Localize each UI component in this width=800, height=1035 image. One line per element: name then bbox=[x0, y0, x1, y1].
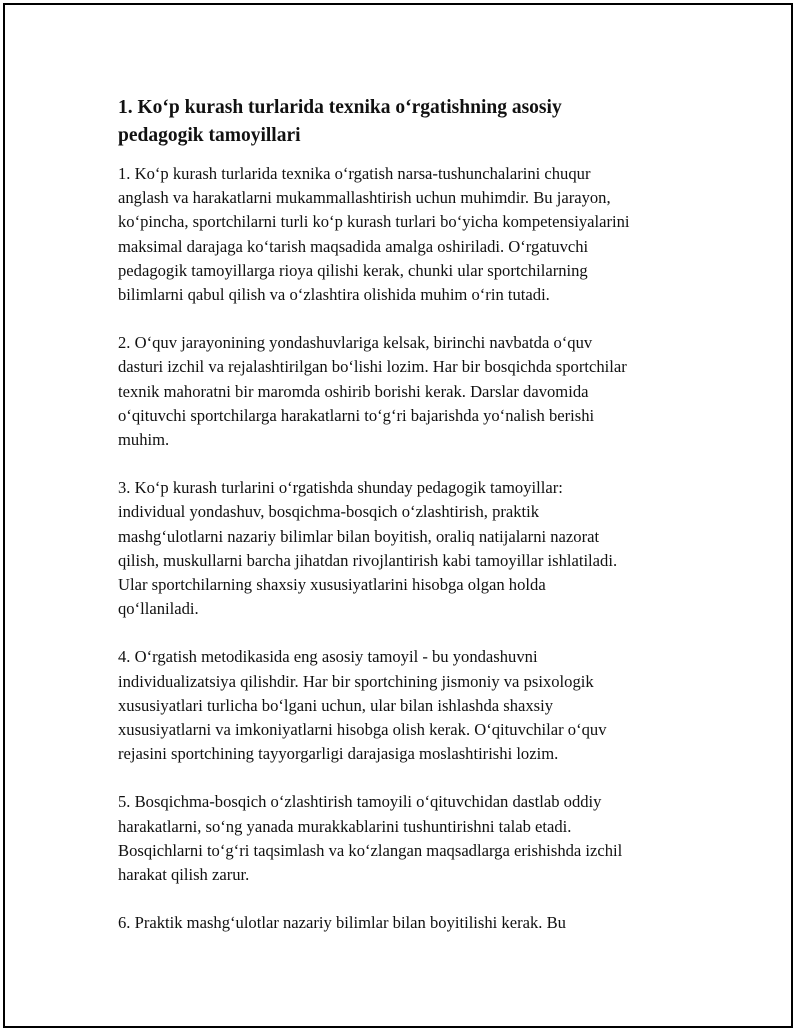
paragraph-line: anglash va harakatlarni mukammallashtirish uchun muhimdir. Bu jarayon, bbox=[118, 188, 611, 208]
paragraph-line: bilimlarni qabul qilish va o‘zlashtira olishida muhim o‘rin tutadi. bbox=[118, 285, 550, 305]
paragraph bbox=[118, 790, 698, 887]
document-body bbox=[118, 94, 698, 959]
paragraph-line: 2. O‘quv jarayonining yondashuvlariga kelsak, birinchi navbatda o‘quv bbox=[118, 333, 593, 353]
paragraph bbox=[118, 162, 698, 307]
paragraph-line: qilish, muskullarni barcha jihatdan rivojlantirish kabi tamoyillar ishlatiladi. bbox=[118, 550, 618, 570]
paragraph-line: mashg‘ulotlarni nazariy bilimlar bilan boyitish, oraliq natijalarni nazorat bbox=[118, 526, 600, 546]
paragraph-line: ko‘pincha, sportchilarni turli ko‘p kurash turlari bo‘yicha kompetensiyalarini bbox=[118, 212, 630, 232]
paragraph-line: Ular sportchilarning shaxsiy xususiyatlarini hisobga olgan holda bbox=[118, 575, 546, 595]
paragraph-line: o‘qituvchi sportchilarga harakatlarni to‘g‘ri bajarishda yo‘nalish berishi bbox=[118, 405, 595, 425]
heading-line: 1. Ko‘p kurash turlarida texnika o‘rgatishning asosiy bbox=[118, 97, 562, 118]
paragraph bbox=[118, 645, 698, 766]
paragraph-line: individualizatsiya qilishdir. Har bir sportchining jismoniy va psixologik bbox=[118, 671, 594, 691]
paragraph bbox=[118, 476, 698, 621]
paragraph-line: Bosqichlarni to‘g‘ri taqsimlash va ko‘zlangan maqsadlarga erishishda izchil bbox=[118, 840, 623, 860]
paragraph-line: xususiyatlari turlicha bo‘lgani uchun, ular bilan ishlashda shaxsiy bbox=[118, 695, 554, 715]
paragraph-line: 1. Ko‘p kurash turlarida texnika o‘rgatish narsa-tushunchalarini chuqur bbox=[118, 164, 591, 183]
paragraph-line: maksimal darajaga ko‘tarish maqsadida amalga oshiriladi. O‘rgatuvchi bbox=[118, 236, 589, 256]
paragraph-line: 3. Ko‘p kurash turlarini o‘rgatishda shunday pedagogik tamoyillar: bbox=[118, 478, 563, 498]
paragraph-line: harakat qilish zarur. bbox=[118, 865, 250, 885]
paragraph-line: pedagogik tamoyillarga rioya qilishi kerak, chunki ular sportchilarning bbox=[118, 260, 588, 280]
document-heading bbox=[118, 94, 698, 150]
paragraph-line: 5. Bosqichma-bosqich o‘zlashtirish tamoyili o‘qituvchidan dastlab oddiy bbox=[118, 792, 602, 812]
paragraph bbox=[118, 911, 698, 935]
heading-line: pedagogik tamoyillari bbox=[118, 125, 301, 146]
paragraph bbox=[118, 331, 698, 452]
paragraph-line: xususiyatlarni va imkoniyatlarni hisobga olish kerak. O‘qituvchilar o‘quv bbox=[118, 720, 607, 740]
paragraph-line: dasturi izchil va rejalashtirilgan bo‘lishi lozim. Har bir bosqichda sportchilar bbox=[118, 357, 627, 377]
paragraph-line: 6. Praktik mashg‘ulotlar nazariy bilimlar bilan boyitilishi kerak. Bu bbox=[118, 913, 566, 933]
paragraph-line: individual yondashuv, bosqichma-bosqich o‘zlashtirish, praktik bbox=[118, 502, 540, 522]
paragraph-line: rejasini sportchining tayyorgarligi darajasiga moslashtirishi lozim. bbox=[118, 744, 559, 764]
paragraph-line: muhim. bbox=[118, 430, 170, 450]
paragraph-line: 4. O‘rgatish metodikasida eng asosiy tamoyil - bu yondashuvni bbox=[118, 647, 538, 667]
paragraph-list bbox=[118, 162, 698, 935]
paragraph-line: qo‘llaniladi. bbox=[118, 599, 199, 619]
paragraph-line: texnik mahoratni bir maromda oshirib borishi kerak. Darslar davomida bbox=[118, 381, 589, 401]
paragraph-line: harakatlarni, so‘ng yanada murakkablarini tushuntirishni talab etadi. bbox=[118, 816, 572, 836]
